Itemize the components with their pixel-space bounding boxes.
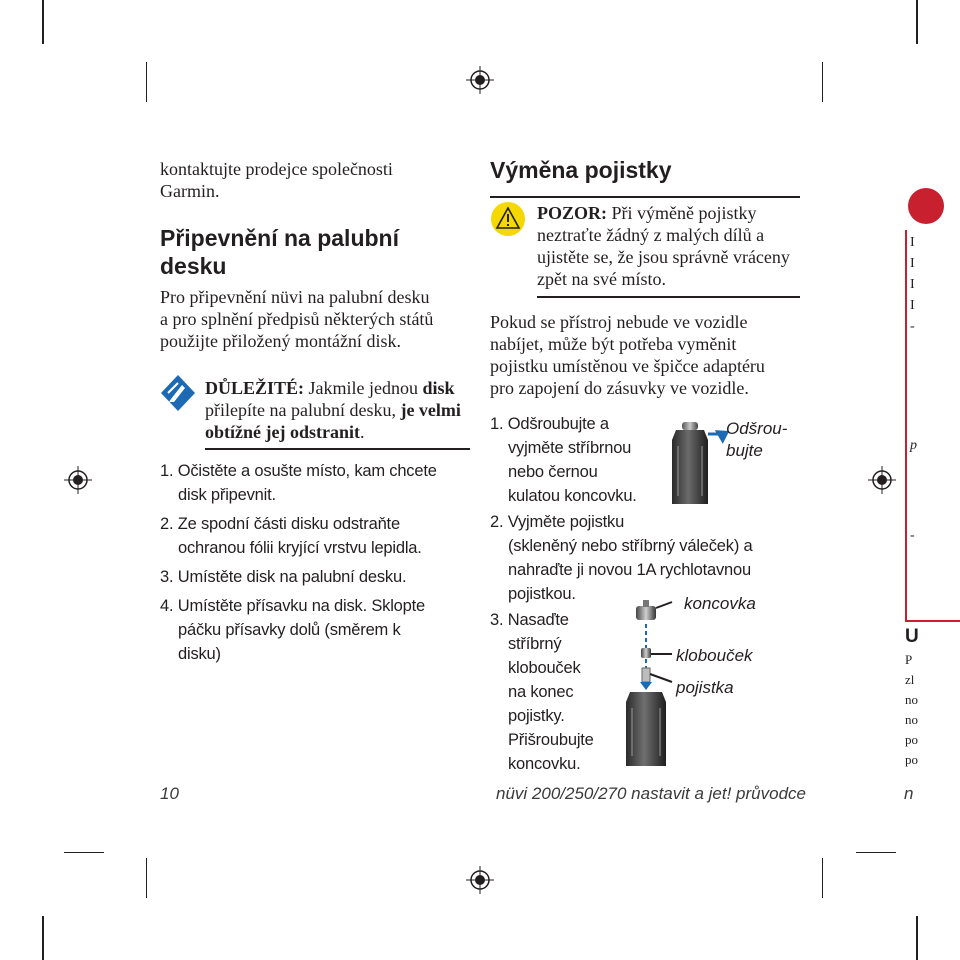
important-text: . [359,422,365,442]
fuse-replacement-heading: Výměna pojistky [490,157,672,183]
edge-text-column [910,232,960,337]
crop-mark-bottom-mid-l [146,858,147,898]
para-line: pro zapojení do zásuvky ve vozidle. [490,378,749,398]
registration-mark-left-icon [64,466,92,494]
crop-mark-bottom-mid-r [822,858,823,898]
step-3 [160,565,470,589]
step-line: vyjměte stříbrnou [508,439,632,457]
step-2 [160,512,470,560]
intro-line-2: Garmin. [160,181,220,201]
step-4 [160,594,470,666]
para-line: Pokud se přístroj nebude ve vozidle [490,312,748,332]
caution-rule-top [490,196,800,198]
edge-warning-circle-icon [904,186,960,226]
edge-lower-text [905,650,960,770]
step-line: disku) [178,645,221,663]
page-footer-title: nüvi 200/250/270 nastavit a jet! průvodce [496,784,806,803]
label-end-cap: koncovka [684,594,756,613]
step-line: nahraďte ji novou 1A rychlotavnou [508,561,751,579]
step-line: 2. Ze spodní části disku odstraňte [160,515,400,533]
step-line: (skleněný nebo stříbrný váleček) a [508,537,753,555]
caution-rule-bottom [537,296,800,298]
important-line-3 [205,421,475,443]
callout-line: Odšrou- [726,419,788,438]
para-line: nabíjet, může být potřeba vyměnit [490,334,737,354]
crop-mark-bottom-right-v [916,916,918,960]
important-note-rule [205,448,470,450]
heading-line-2: desku [160,253,227,279]
step-line: klobouček [508,659,581,677]
edge-letter: P [905,652,913,667]
fuse-step-2 [490,510,810,606]
para-line: pojistku umístěnou ve špičce adaptéru [490,356,765,376]
unscrew-callout [726,418,787,462]
caution-line-2: neztraťte žádný z malých dílů a [537,225,765,245]
crop-mark-top-mid-r [822,62,823,102]
important-bold: je velmi [400,400,461,420]
caution-note [537,202,807,290]
page-number: 10 [160,784,179,803]
edge-letter: - [910,319,915,334]
step-line: pojistkou. [508,585,576,603]
fuse-step-1 [490,412,670,508]
important-line-1 [205,377,475,399]
important-note [205,377,475,443]
important-text: Jakmile jednou [304,378,423,398]
mount-paragraph [160,286,470,352]
edge-letter: I [910,277,915,292]
edge-letter: po [905,732,918,747]
edge-letter-dash: - [910,528,915,543]
intro-line-1: kontaktujte prodejce společnosti [160,159,393,179]
mount-steps [160,459,470,666]
edge-letter: no [905,692,918,707]
edge-heading-letter: U [905,626,919,647]
important-text: přilepíte na palubní desku, [205,400,401,420]
caution-line-3: ujistěte se, že jsou správně vráceny [537,247,790,267]
fuse-step-3 [490,608,620,776]
step-line: 1. Očistěte a osušte místo, kam chcete [160,462,437,480]
important-bold: obtížné jej odstranit [205,422,360,442]
step-line: 3. Nasaďte [490,611,569,629]
label-fuse: pojistka [676,678,734,697]
step-line: Přišroubujte [508,731,594,749]
para-line: Pro připevnění nüvi na palubní desku [160,287,430,307]
edge-letter: I [910,256,915,271]
edge-letter: I [910,298,915,313]
edge-letter: po [905,752,918,767]
step-line: pojistky. [508,707,565,725]
heading-line-1: Připevnění na palubní [160,225,399,251]
step-line: páčku přísavky dolů (směrem k [178,621,401,639]
edge-letter: I [910,235,915,250]
edge-letter: zl [905,672,915,687]
important-note-icon [160,374,196,412]
crop-mark-bottom-left-v [42,916,44,960]
important-line-2 [205,399,475,421]
step-line: na konec [508,683,574,701]
crop-mark-top-mid-l [146,62,147,102]
step-line: disk připevnit. [178,486,276,504]
registration-mark-right-icon [868,466,896,494]
crop-mark-top-right-v [916,0,918,44]
step-line: nebo černou [508,463,598,481]
important-label: DŮLEŽITÉ: [205,378,305,398]
step-line: 1. Odšroubujte a [490,415,609,433]
crop-mark-top-left-v [42,0,44,44]
crop-mark-bottom-l-h [64,852,104,853]
label-cap: klobouček [676,646,753,665]
step-line: 4. Umístěte přísavku na disk. Sklopte [160,597,425,615]
caution-line-1 [537,202,807,224]
caution-text: Při výměně pojistky [607,203,757,223]
step-1 [160,459,470,507]
step-line: kulatou koncovku. [508,487,637,505]
para-line: použijte přiložený montážní disk. [160,331,401,351]
caution-label: POZOR: [537,203,607,223]
step-line: 2. Vyjměte pojistku [490,513,625,531]
fuse-paragraph [490,311,810,399]
intro-text [160,158,460,202]
registration-mark-top-icon [466,66,494,94]
caution-line-4: zpět na své místo. [537,269,666,289]
step-line: ochranou fólii kryjící vrstvu lepidla. [178,539,422,557]
important-bold: disk [422,378,455,398]
edge-letter: no [905,712,918,727]
crop-mark-bottom-r-h [856,852,896,853]
step-line: koncovku. [508,755,581,773]
registration-mark-bottom-icon [466,866,494,894]
step-line: stříbrný [508,635,562,653]
edge-letter-p: p [910,438,917,453]
para-line: a pro splnění předpisů některých států [160,309,434,329]
dashboard-mount-heading [160,224,460,280]
step-line: 3. Umístěte disk na palubní desku. [160,568,407,586]
edge-footer-letter: n [904,784,914,803]
caution-warning-icon [490,201,526,237]
callout-line: bujte [726,441,763,460]
